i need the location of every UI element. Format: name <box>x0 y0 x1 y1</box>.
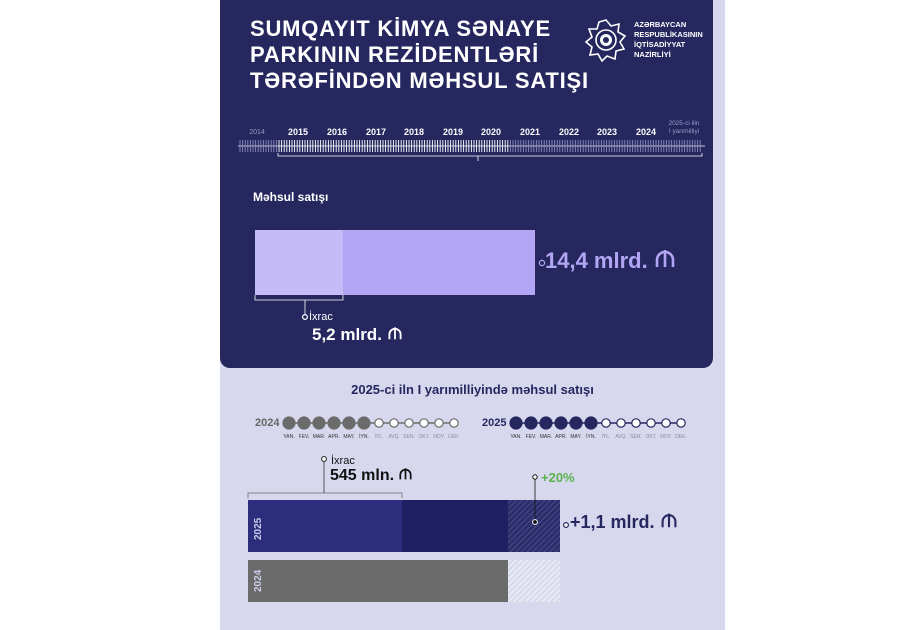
year-b-month-label: NOY. <box>660 434 672 440</box>
year-a-month-filled <box>298 417 310 429</box>
timeline-year: 2015 <box>287 127 309 137</box>
bar-2025-growth <box>508 500 560 552</box>
year-a-month-label: YAN. <box>283 434 295 440</box>
ministry-line-3: İQTİSADİYYAT <box>634 40 686 49</box>
timeline-year: 2019 <box>442 127 464 137</box>
halfyear-export-label: İxrac <box>331 455 355 467</box>
month-timelines <box>220 410 725 442</box>
year-b-month-empty <box>632 419 640 427</box>
year-a-month-filled <box>358 417 370 429</box>
year-a-month-empty <box>435 419 443 427</box>
year-b-month-empty <box>677 419 685 427</box>
increase-leader-dot <box>564 523 569 528</box>
export-leader-dot <box>322 457 327 462</box>
timeline-year: 2024 <box>635 127 657 137</box>
timeline-year: 2023 <box>596 127 618 137</box>
export-bracket <box>255 295 343 300</box>
cumulative-bar-chart <box>220 225 713 325</box>
year-a-label: 2024 <box>255 417 280 429</box>
timeline-last-label <box>666 120 702 136</box>
growth-percent: +20% <box>541 470 575 485</box>
growth-leader-top-dot <box>533 475 537 479</box>
timeline-first-year: 2014 <box>249 129 265 136</box>
manat-icon <box>387 326 403 340</box>
timeline-year: 2018 <box>403 127 425 137</box>
year-b-month-label: FEV. <box>525 434 537 440</box>
year-a-month-empty <box>420 419 428 427</box>
bar-2025-export <box>248 500 402 552</box>
year-b-month-empty <box>602 419 610 427</box>
manat-icon <box>654 248 676 268</box>
year-b-month-label: DEK. <box>675 434 687 440</box>
total-sales-text: 14,4 mlrd. <box>545 248 648 273</box>
export-bracket <box>248 493 402 498</box>
manat-icon <box>398 467 413 480</box>
year-a-month-label: İYN. <box>359 434 369 440</box>
increase-value <box>570 512 678 533</box>
ministry-line-2: RESPUBLİKASININ <box>634 30 703 39</box>
year-b-month-label: AVQ. <box>615 434 627 440</box>
year-b-month-label: MAY. <box>570 434 582 440</box>
year-a-month-filled <box>283 417 295 429</box>
title-line-3: TƏRƏFİNDƏN MƏHSUL SATIŞI <box>250 68 589 93</box>
ministry-name <box>634 20 714 60</box>
growth-leader-dot <box>533 520 538 525</box>
page-title <box>250 16 589 94</box>
total-sales-value <box>545 248 676 274</box>
year-b-month-label: OKT. <box>645 434 657 440</box>
year-a-month-label: FEV. <box>298 434 310 440</box>
year-a-month-filled <box>328 417 340 429</box>
year-a-month-empty <box>450 419 458 427</box>
ministry-emblem-icon <box>584 18 628 62</box>
timeline-year: 2021 <box>519 127 541 137</box>
year-a-month-label: NOY. <box>433 434 445 440</box>
year-b-month-label: YAN. <box>510 434 522 440</box>
total-leader-dot <box>539 260 544 265</box>
year-b-month-filled <box>510 417 522 429</box>
year-a-month-label: AVQ. <box>388 434 400 440</box>
title-line-1: SUMQAYIT KİMYA SƏNAYE <box>250 16 551 41</box>
ministry-line-4: NAZİRLİYİ <box>634 50 671 59</box>
halfyear-export-value <box>330 467 413 485</box>
year-b-month-filled <box>570 417 582 429</box>
title-line-2: PARKININ REZİDENTLƏRİ <box>250 42 540 67</box>
year-a-month-label: MAY. <box>343 434 355 440</box>
year-a-month-label: MAR. <box>312 434 326 440</box>
bar-year-2024: 2024 <box>253 569 264 592</box>
year-b-month-label: İYL. <box>601 434 611 440</box>
year-b-month-label: MAR. <box>539 434 553 440</box>
timeline-last-line-1: 2025-ci ilin <box>668 120 700 127</box>
timeline-last-line-2: I yarımilliyi <box>668 128 700 135</box>
bar-export <box>255 230 343 295</box>
year-b-month-filled <box>555 417 567 429</box>
year-b-month-filled <box>585 417 597 429</box>
cumulative-heading: Məhsul satışı <box>253 190 329 204</box>
export-value <box>312 325 403 345</box>
timeline-track <box>220 136 713 166</box>
year-a-month-filled <box>343 417 355 429</box>
year-a-month-label: İYL. <box>374 434 384 440</box>
year-b-month-label: SEN. <box>630 434 642 440</box>
year-a-month-label: OKT. <box>418 434 430 440</box>
year-b-month-filled <box>540 417 552 429</box>
year-b-month-label: APR. <box>555 434 567 440</box>
year-a-month-label: SEN. <box>403 434 415 440</box>
year-a-month-label: APR. <box>328 434 340 440</box>
ministry-line-1: AZƏRBAYCAN <box>634 20 687 29</box>
year-b-label: 2025 <box>482 417 507 429</box>
manat-icon <box>660 512 678 528</box>
bar-2024-total <box>248 560 508 602</box>
bar-2025-domestic <box>402 500 508 552</box>
year-a-month-empty <box>390 419 398 427</box>
year-a-month-empty <box>405 419 413 427</box>
timeline-year: 2017 <box>365 127 387 137</box>
header-panel <box>220 0 713 368</box>
year-a-month-empty <box>375 419 383 427</box>
increase-text: +1,1 mlrd. <box>570 512 655 532</box>
timeline-bracket <box>278 153 702 156</box>
year-a-month-filled <box>313 417 325 429</box>
timeline-year: 2020 <box>480 127 502 137</box>
halfyear-title: 2025-ci iln I yarımilliyində məhsul satışı <box>351 382 594 397</box>
export-leader-dot <box>303 315 308 320</box>
year-b-month-filled <box>525 417 537 429</box>
year-a-month-label: DEK. <box>448 434 460 440</box>
year-b-month-empty <box>617 419 625 427</box>
infographic-card <box>220 0 725 630</box>
year-b-month-label: İYN. <box>586 434 596 440</box>
year-b-month-empty <box>647 419 655 427</box>
export-value-text: 5,2 mlrd. <box>312 325 382 344</box>
export-label: İxrac <box>309 311 333 323</box>
bar-year-2025: 2025 <box>253 517 264 540</box>
halfyear-export-text: 545 mln. <box>330 467 395 484</box>
year-b-month-empty <box>662 419 670 427</box>
timeline-year: 2016 <box>326 127 348 137</box>
bar-2024-gap <box>508 560 560 602</box>
timeline-year: 2022 <box>558 127 580 137</box>
